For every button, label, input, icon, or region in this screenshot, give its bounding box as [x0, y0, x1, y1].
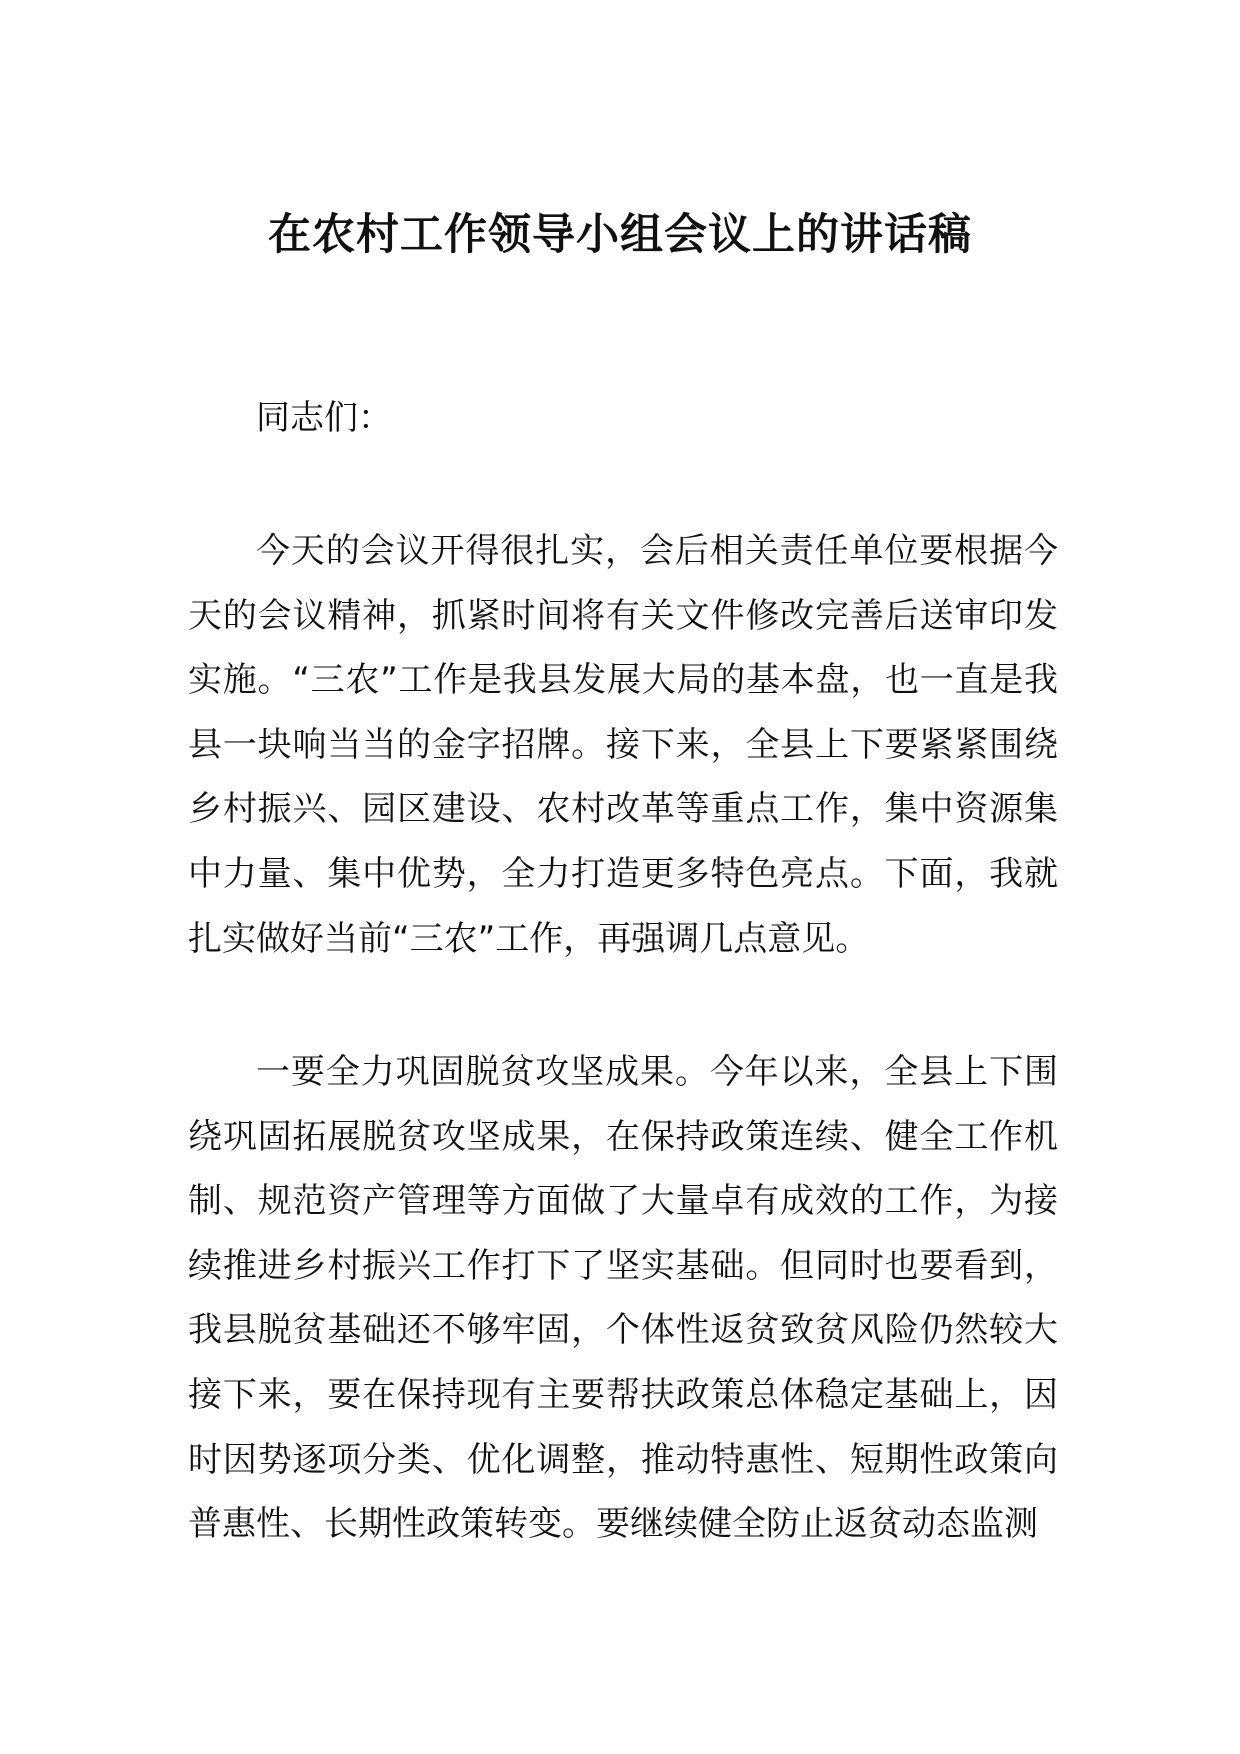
salutation: 同志们：: [256, 398, 392, 438]
paragraph-intro: 今天的会议开得很扎实，会后相关责任单位要根据今天的会议精神，抓紧时间将有关文件修改完善后送审印发实施。“三农”工作是我县发展大局的基本盘，也一直是我县一块响当当的金字招牌。接下来，全县上下要紧紧围绕乡村振兴、园区建设、农村改革等重点工作，集中资源集中力量、集中优势，全力打造更多特色亮点。下面，我就扎实做好当前“三农”工作，再强调几点意见。: [188, 531, 1058, 959]
document-title: 在农村工作领导小组会议上的讲话稿: [268, 210, 972, 260]
paragraph-point-one: 一要全力巩固脱贫攻坚成果。今年以来，全县上下围绕巩固拓展脱贫攻坚成果，在保持政策连续、健全工作机制、规范资产管理等方面做了大量卓有成效的工作，为接续推进乡村振兴工作打下了坚实基础。但同时也要看到，我县脱贫基础还不够牢固，个体性返贫致贫风险仍然较大接下来，要在保持现有主要帮扶政策总体稳定基础上，因时因势逐项分类、优化调整，推动特惠性、短期性政策向普惠性、长期性政策转变。要继续健全防止返贫动态监测: [188, 1052, 1058, 1545]
